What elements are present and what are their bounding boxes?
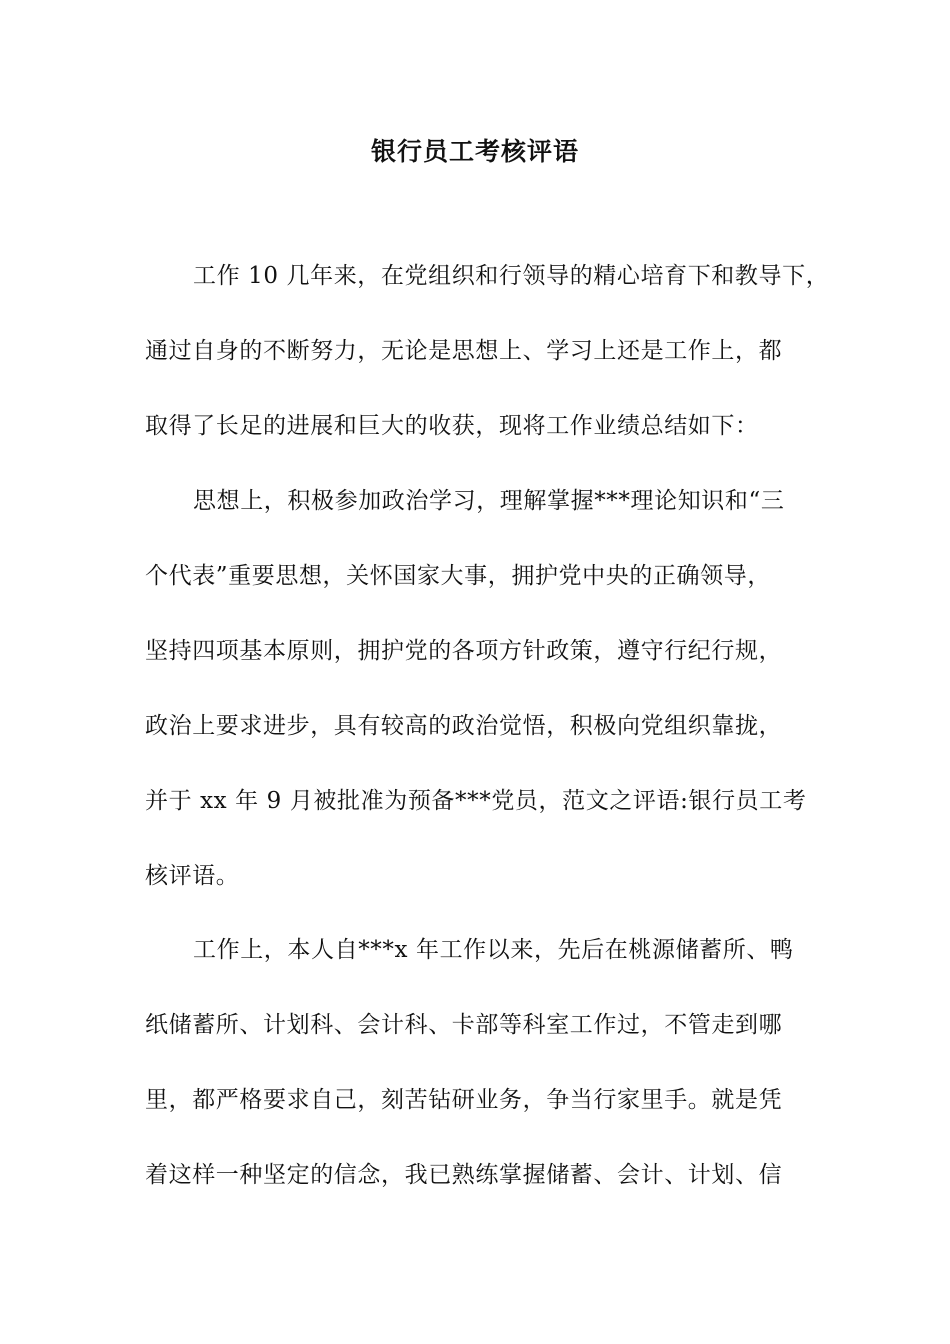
text-line: 并于 xx 年 9 月被批准为预备***党员，范文之评语:银行员工考 <box>145 788 807 814</box>
text-line: 工作 10 几年来，在党组织和行领导的精心培育下和教导下， <box>193 263 830 289</box>
text-line: 政治上要求进步，具有较高的政治觉悟，积极向党组织靠拢， <box>145 713 783 739</box>
text-line: 着这样一种坚定的信念，我已熟练掌握储蓄、会计、计划、信 <box>145 1162 783 1188</box>
text-line: 坚持四项基本原则，拥护党的各项方针政策，遵守行纪行规， <box>145 638 783 664</box>
text-line: 取得了长足的进展和巨大的收获，现将工作业绩总结如下： <box>145 413 759 439</box>
text-line: 通过自身的不断努力，无论是思想上、学习上还是工作上，都 <box>145 338 783 364</box>
text-line: 个代表”重要思想，关怀国家大事，拥护党中央的正确领导， <box>145 563 771 589</box>
document-title: 银行员工考核评语 <box>370 137 579 166</box>
text-line: 核评语。 <box>145 863 240 889</box>
text-line: 纸储蓄所、计划科、会计科、卡部等科室工作过，不管走到哪 <box>145 1012 783 1038</box>
text-line: 思想上，积极参加政治学习，理解掌握***理论知识和“三 <box>193 488 785 514</box>
text-line: 工作上，本人自***x 年工作以来，先后在桃源储蓄所、鸭 <box>193 937 794 963</box>
text-line: 里，都严格要求自己，刻苦钻研业务，争当行家里手。就是凭 <box>145 1087 783 1113</box>
